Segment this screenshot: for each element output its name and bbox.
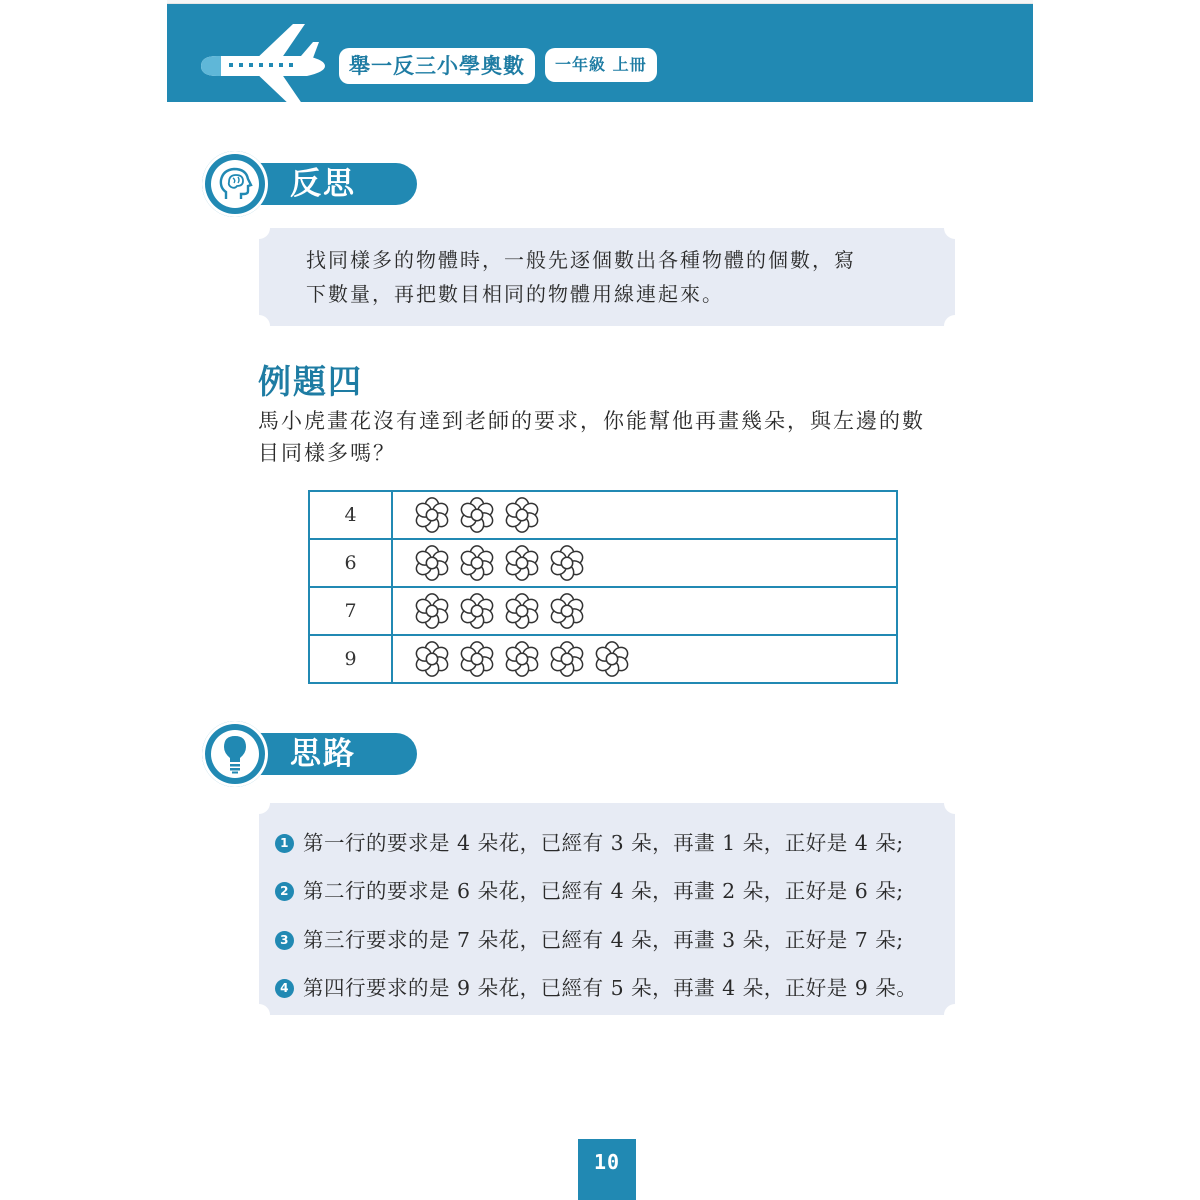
approach-title: 思路 [290, 736, 356, 772]
step-number-badge: 4 [275, 979, 294, 998]
problem-text [258, 405, 983, 469]
flowers-cell [392, 587, 897, 635]
step-2 [275, 874, 904, 904]
flower-icon [503, 640, 541, 678]
flower-icon [548, 640, 586, 678]
example-title: 例題四 [258, 362, 363, 401]
target-count-cell: 7 [309, 587, 392, 635]
flower-icon [503, 496, 541, 534]
flower-icon [458, 592, 496, 630]
problem-line-1: 馬小虎畫花沒有達到老師的要求，你能幫他再畫幾朵，與左邊的數 [258, 409, 925, 433]
flower-icon [413, 592, 451, 630]
target-count-cell: 9 [309, 635, 392, 683]
step-number-badge: 1 [275, 834, 294, 853]
step-3 [275, 923, 904, 953]
flower-icon [548, 544, 586, 582]
flower-icon [503, 592, 541, 630]
header-band [167, 4, 1033, 102]
flower-icon [413, 496, 451, 534]
problem-line-2: 目同樣多嗎？ [258, 441, 396, 465]
book-title: 舉一反三小學奧數 [339, 48, 535, 84]
page-number: 10 [578, 1139, 636, 1200]
step-text: 第四行要求的是 9 朵花，已經有 5 朵，再畫 4 朵，正好是 9 朵。 [303, 976, 918, 1000]
reflection-badge [202, 151, 422, 217]
reflection-line-2: 下數量，再把數目相同的物體用線連起來。 [306, 282, 724, 306]
table-row [309, 491, 897, 539]
flower-icon [503, 544, 541, 582]
reflection-line-1: 找同樣多的物體時，一般先逐個數出各種物體的個數，寫 [306, 248, 856, 272]
flower-icon [458, 496, 496, 534]
flower-icon [458, 544, 496, 582]
table-row [309, 635, 897, 683]
reflection-title: 反思 [290, 166, 356, 202]
flowers-cell [392, 539, 897, 587]
step-text: 第三行要求的是 7 朵花，已經有 4 朵，再畫 3 朵，正好是 7 朵; [303, 928, 904, 952]
target-count-cell: 6 [309, 539, 392, 587]
book-page [167, 0, 1033, 1200]
step-number-badge: 2 [275, 882, 294, 901]
target-count-cell: 4 [309, 491, 392, 539]
step-text: 第一行的要求是 4 朵花，已經有 3 朵，再畫 1 朵，正好是 4 朵; [303, 831, 904, 855]
flowers-cell [392, 491, 897, 539]
airplane-icon [195, 16, 325, 106]
step-text: 第二行的要求是 6 朵花，已經有 4 朵，再畫 2 朵，正好是 6 朵; [303, 879, 904, 903]
grade-label: 一年級 上冊 [545, 48, 657, 82]
flower-icon [593, 640, 631, 678]
step-number-badge: 3 [275, 931, 294, 950]
reflection-box [259, 228, 955, 326]
flower-icon [548, 592, 586, 630]
step-1 [275, 826, 904, 856]
flower-icon [413, 640, 451, 678]
flower-icon [458, 640, 496, 678]
flowers-cell [392, 635, 897, 683]
flower-table [308, 490, 898, 684]
approach-badge [202, 721, 422, 787]
step-4 [275, 971, 917, 1001]
table-row [309, 587, 897, 635]
flower-icon [413, 544, 451, 582]
table-row [309, 539, 897, 587]
head-brain-icon [217, 166, 253, 202]
lightbulb-icon [221, 734, 249, 774]
